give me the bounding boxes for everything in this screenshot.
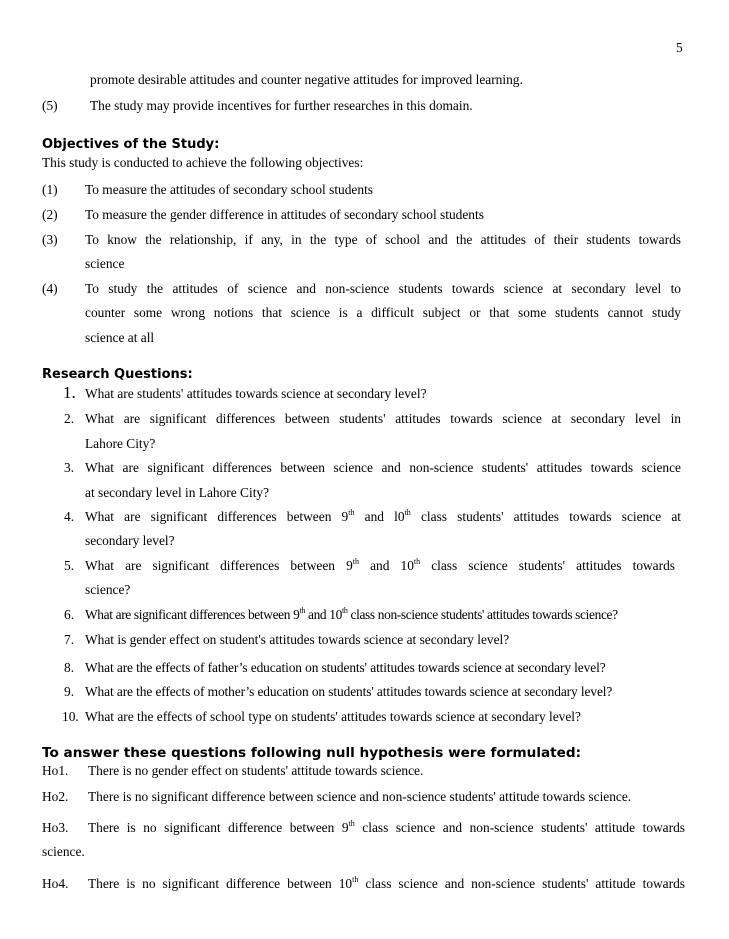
objective-number: (2) (42, 207, 58, 222)
question-number: 10. (62, 709, 79, 724)
question-text: secondary level? (85, 533, 175, 548)
objective-text: To know the relationship, if any, in the type of school and the attitudes of their students towards (85, 232, 681, 247)
objectives-heading: Objectives of the Study: (42, 137, 220, 152)
question-text: What are the effects of father’s education on students' attitudes towards science at secondary level? (85, 660, 606, 675)
question-text: What are significant differences between 9th and l0th class students' attitudes towards science at (85, 508, 681, 524)
objective-text: To study the attitudes of science and non-science students towards science at secondary level to (85, 281, 681, 296)
hypotheses-heading: To answer these questions following null hypothesis were formulated: (42, 745, 582, 761)
objective-number: (1) (42, 182, 58, 197)
hypothesis-number: Ho2. (42, 789, 69, 804)
objective-text: To measure the attitudes of secondary school students (85, 182, 374, 197)
hypothesis-text: There is no significant difference between 10th class science and non-science students' attitude towards (88, 875, 685, 891)
question-text: What is gender effect on student's attitudes towards science at secondary level? (85, 632, 510, 647)
question-text: What are significant differences between students' attitudes towards science at secondary level in (85, 411, 681, 426)
question-number: 7. (64, 632, 75, 647)
question-text: What are significant differences between 9th and 10th class non-science students' attitudes towards science? (85, 606, 618, 622)
question-number: 2. (64, 411, 75, 426)
question-number: 9. (64, 684, 75, 699)
hypothesis-text: There is no gender effect on students' attitude towards science. (88, 763, 424, 778)
question-text: What are significant differences between science and non-science students' attitudes towards science (85, 460, 681, 475)
intro-item-number: (5) (42, 98, 58, 113)
question-text: What are the effects of school type on students' attitudes towards science at secondary level? (85, 709, 581, 724)
intro-continuation-line: promote desirable attitudes and counter negative attitudes for improved learning. (90, 72, 523, 87)
objective-text: science (85, 256, 125, 271)
question-number: 8. (64, 660, 75, 675)
objective-text: To measure the gender difference in attitudes of secondary school students (85, 207, 484, 222)
intro-item-text: The study may provide incentives for further researches in this domain. (90, 98, 473, 113)
question-text: What are students' attitudes towards science at secondary level? (85, 386, 427, 401)
objective-number: (3) (42, 232, 58, 247)
hypothesis-continuation: science. (42, 844, 85, 859)
objective-text: counter some wrong notions that science is a difficult subject or that some students cannot study (85, 305, 681, 320)
question-text: science? (85, 582, 131, 597)
question-text: at secondary level in Lahore City? (85, 485, 270, 500)
question-text: What are significant differences between 9th and 10th class science students' attitudes towards (85, 557, 675, 573)
question-number: 1. (63, 383, 76, 402)
hypothesis-number: Ho1. (42, 763, 69, 778)
research-questions-heading: Research Questions: (42, 367, 193, 382)
question-text: What are the effects of mother’s education on students' attitudes towards science at secondary level? (85, 684, 613, 699)
objective-number: (4) (42, 281, 58, 296)
hypothesis-text: There is no significant difference between science and non-science students' attitude towards science. (88, 789, 632, 804)
hypothesis-number: Ho3. (42, 820, 69, 835)
page-number: 5 (676, 40, 683, 55)
question-number: 6. (64, 607, 75, 622)
objective-text: science at all (85, 330, 155, 345)
question-number: 4. (64, 509, 75, 524)
hypothesis-number: Ho4. (42, 876, 69, 891)
hypothesis-text: There is no significant difference between 9th class science and non-science students' attitude towards (88, 819, 685, 835)
question-number: 3. (64, 460, 75, 475)
question-text: Lahore City? (85, 436, 156, 451)
objectives-lead: This study is conducted to achieve the following objectives: (42, 155, 364, 170)
question-number: 5. (64, 558, 75, 573)
